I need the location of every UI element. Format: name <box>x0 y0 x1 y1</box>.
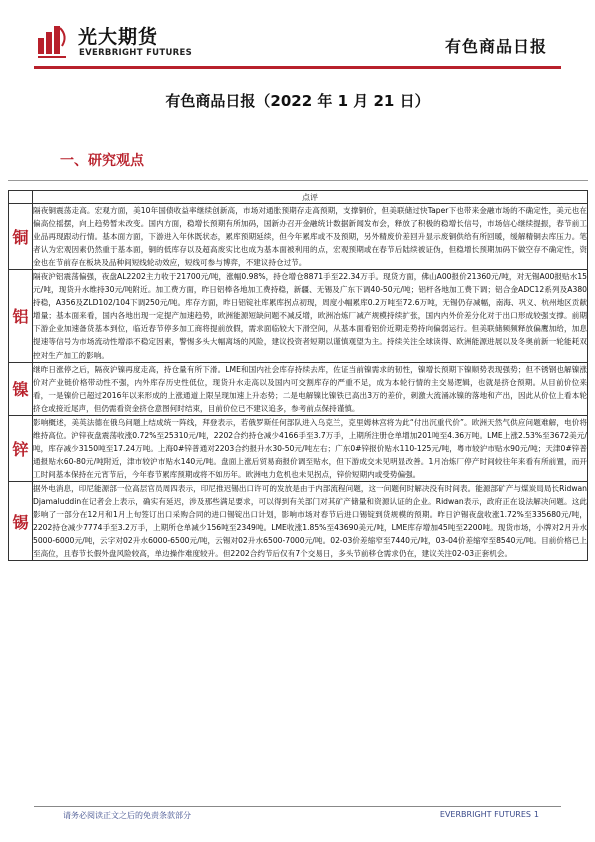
commentary-zinc: 影响概述，美英法德在俄乌问题上结成统一阵线，拜登表示，若俄罗斯任何部队进入乌克兰，克里姆林宫将为此“付出沉重代价”。欧洲天然气供应问题难解，电价将维持高位。沪锌夜盘震荡收涨0.72%至25310元/吨，2202合约持仓减少4166手至3.7万手，上期所注册仓单增加201吨至4.36万吨。LME上涨2.53%至3672美元/吨，库存减少3150吨至17.24万吨。上海0#锌普通对2203合约报升水30-50元/吨左右；广东0#锌报价贴水110-125元/吨，粤市较沪市贴水90元/吨；天津0#锌普通报贴水60-80元/吨附近，津市较沪市贴水140元/吨。盘面上涨后贸易商报价调至贴水，但下游成交未见明显改善。1月冶炼厂停产时间较往年来看有所前置，而开工时间基本保持在元宵节后，今年春节累库预期或将不如历年。欧洲电力危机也未见拐点，锌价短期内或受势偏强。 <box>33 415 588 481</box>
report-header <box>0 0 595 70</box>
logo-en-text: EVERBRIGHT FUTURES <box>79 48 193 58</box>
page-number: 1 <box>533 810 539 819</box>
disclaimer-notice: 请务必阅读正文之后的免责条款部分 <box>63 811 191 820</box>
table-row-aluminum <box>9 270 588 362</box>
commentary-tin: 据外电消息，印尼能源部一位高层官员周四表示，印尼推迟锡出口许可的发放是由于内部流程问题，这一问题何时解决没有时间表。能源部矿产与煤炭局局长Ridwan Djamaluddin在记者会上表示，确实有延迟，涉及那些满足要求，可以得到有关部门对其矿产储量和资源认证的企业。Ridwan表示，政府正在设法解决问题。这此影响了一部分在12月和1月上旬签订出口采购合同的进口锡锭出口计划，影响市场对春节后进口锡锭到货规模的预期。昨日沪锡夜盘收涨1.72%至335680元/吨，2202持仓减少7774手至3.2万手，上期所仓单减少156吨至2349吨。LME收涨1.85%至43690美元/吨，LME库存增加45吨至2200吨。现货市场，小牌对2月升水5000-6000元/吨，云字对02升水6000-6500元/吨，云锡对02升水6500-7000元/吨。02-03价差缩窄至7440元/吨，03-04价差缩窄至8540元/吨。目前价格已上至高位，且春节长假外盘风险较高，单边操作难度较升。但2202合约节后仅有7个交易日，多头节前移仓需求仍在，建议关注02-03正套机会。 <box>33 481 588 560</box>
document-title: 有色商品日报（2022 年 1 月 21 日） <box>165 92 430 110</box>
everbright-logo-icon <box>34 24 70 60</box>
metal-label-nickel: 镍 <box>9 362 33 415</box>
table-row-zinc <box>9 415 588 481</box>
commentary-table <box>8 190 588 561</box>
table-row-nickel <box>9 362 588 415</box>
metal-label-zinc: 锌 <box>9 415 33 481</box>
metal-label-aluminum: 铝 <box>9 270 33 362</box>
metal-label-copper: 铜 <box>9 204 33 270</box>
table-header-blank <box>9 191 33 204</box>
table-row-copper <box>9 204 588 270</box>
section-heading: 一、研究观点 <box>60 153 144 169</box>
footer-divider <box>34 806 561 807</box>
section-divider <box>8 180 588 181</box>
header-divider <box>34 66 561 69</box>
commentary-aluminum: 隔夜沪铝震荡偏强，夜盘AL2202主力收于21700元/吨，涨幅0.98%，持仓增仓8871手至22.34万手。现货方面，佛山A00报价21360元/吨，对无锡A00报贴水15元/吨，现货升水维持30元/吨附近。加工费方面，昨日铝棒各地加工费持稳，新疆、无锡及广东下调40-50元/吨；铝杆各地加工费下调；铝合金ADC12系列及A380持稳，A356及ZLD102/104下调250元/吨。库存方面，昨日铝锭社库累库拐点初现，周度小幅累库0.2万吨至72.6万吨，无锡仍存减幅，南海、巩义、杭州地区贡献增量；基本面来看，国内各地出现一定提产加速趋势，欧洲能源短缺问题不减反增，欧洲冶炼厂减产规模持续扩张，国内内外价差分化对于出口形成较强支撑。前期下游企业加速备货基本到位，临近春节停多加工商将提前放假，需求面临较大下滑空间，从基本面看铝价近期走势持向偏弱运行。但美联储频频释放偏鹰加给，加息提速等信号为市场流动性增添不稳定因素，警惕多头大幅离场的风险，建议投资者短期以谨慎观望为主。持续关注全球读得、欧洲能源进展以及冬奥前新一轮能耗双控对生产加工的影响。 <box>33 270 588 362</box>
table-header-row <box>9 191 588 204</box>
metal-label-tin: 锡 <box>9 481 33 560</box>
logo-cn-text: 光大期货 <box>78 26 159 48</box>
report-name: 有色商品日报 <box>444 37 547 56</box>
commentary-copper: 隔夜铜震荡走高。宏观方面，美10年国债收益率继续创新高，市场对通胀预期存走高预期，支撑铜价，但美联储过快Taper下也带来金融市场的不确定性，美元也在偏高位摇摆，向上趋势暂未改变。国内方面，稳增长预期有所加码，国新办召开金融统计数据新闻发布会，释放了积极的稳增长信号，市场信心继续提振，春节前工业品再现跟动行情。基本面方面，下游进入年休既状态，累库预期延续，但今年累库或不及预期，另外精废价差回升显示废铜供给有所回暖，缓解精铜去库压力。笔者认为宏观因素仍然重于基本面，铜的低库存以及超高废实比也成为基本面被利用的点，宏观预期或在春节后陆续被证伪，但稳增长预期加码下做空存不确定性，资金也在节前存在板块及品种间短线轮动效应，短线可参与博弈，不建议持仓过节。 <box>33 204 588 270</box>
footer-brand: EVERBRIGHT FUTURES <box>439 810 531 819</box>
table-header-commentary: 点评 <box>33 191 588 204</box>
table-row-tin <box>9 481 588 560</box>
commentary-nickel: 继昨日涨停之后，隔夜沪镍再度走高，持仓量有所下滑。LME和国内社会库存持续去库，佐证当前镍需求的韧性，镍增长预期下镍顺势表现强势；但不锈钢也解镍涨价对产业链价格带动性不强，内外库存历史性低位，现货升水走高以及国内可交割库存的严重不足，成为本轮行情的主交易逻辑，也就是挤仓预期。从目前价位来看，一是镍价已超过2016年以来形成的上涨通道上限呈现加速上升态势；二是电解镍比镍铁已高出3万的差价，刺激大流涌冰镍的落地和产出，因此从价位上看本轮挤仓或接近尾声，但仍需看资金挤仓意图何时结束，目前价位已不建议追多，参考前点保持谨慎。 <box>33 362 588 415</box>
